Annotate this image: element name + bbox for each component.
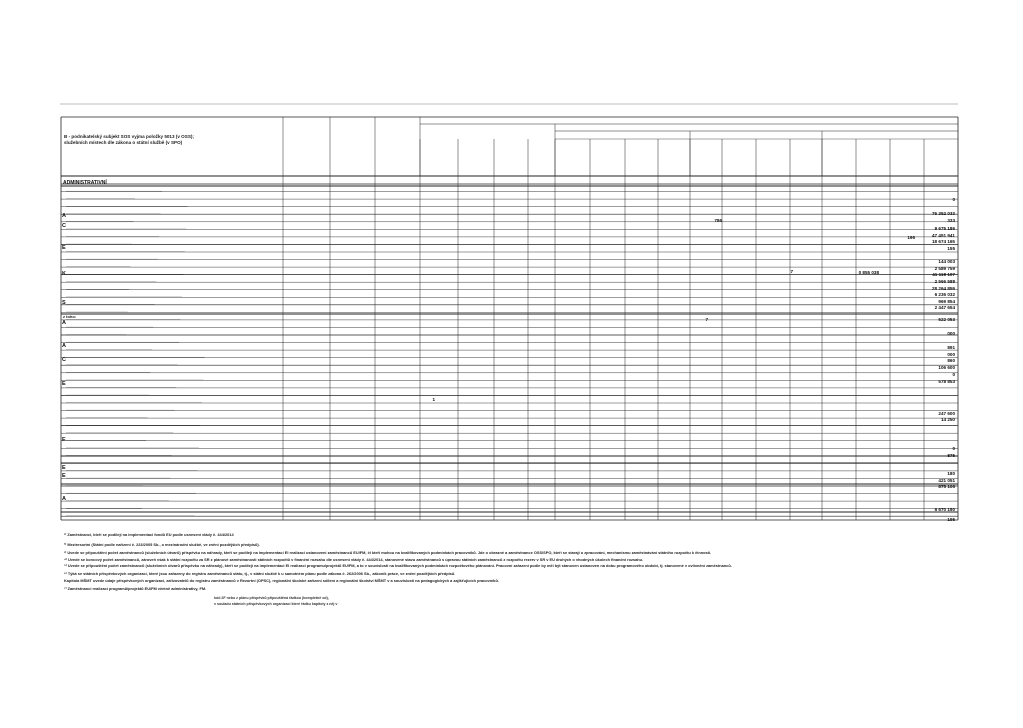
footnote-sub: v souladu státních příspěvkových organizací které řádku kapitoly z něj v — [214, 602, 338, 606]
footnote: ⁶⁾ Týká se státních příspěvkových organizací, které jsou zařazeny do registru zaměstnanců státu, tj., v státní službě k u samotném plánu podle zákona č. 262/2006 Sb., zákoník práce, ve znění pozdějších předpisů. — [64, 571, 456, 576]
value-cell: 860 — [947, 358, 955, 363]
footnote-sub: kód 2F nebo z plánu příspěvků připouštěná řádkou (kompletně od), — [214, 596, 329, 600]
section-heading-2: z toho: — [63, 314, 77, 319]
inner-value-7: 7 — [790, 269, 793, 274]
row-letter: E — [62, 245, 66, 251]
value-cell: 14 250 — [940, 417, 955, 422]
header-description-line2: služebních místech dle zákona o státní službě (v SPO) — [64, 140, 183, 145]
footnote: Kapitola MŠMT uvede údaje příspěvkových organizací, zařizovatelů do registru zaměstnanců v Rezortní (OPSC), regionální školské zařízení sdílení a regionální školství MŠMT v a souvislosti na pedagogických a zajišťujících pracovníků. — [64, 578, 499, 583]
footnote: ⁷⁾ Zaměstnanci realizací programů/projektů EU/FM včetně administrativy, FM. — [64, 586, 207, 591]
row-letter: A — [62, 343, 66, 349]
value-cell: 891 — [947, 345, 955, 350]
value-cell: 9 675 186 — [934, 226, 955, 231]
footnote: ⁵⁾ Uvede se připouštění počet zaměstnanců (služebních útvarů příspěvku na náhrady), kteří se podílejí na implementaci EI realizaci programu/projektů EU/FM, a to v souvislosti na kvalifikovaných podmínkách rozpočtového plánování. Pracovní zařazení podle by měl být stanoven ustanoven na dobu programového období, tj. stanovené v ovlivnění zaměstnanců. — [64, 563, 732, 568]
value-cell: 180 — [947, 471, 955, 476]
header-description-line1: B - podnikatelský subjekt SOS vyjma položky 5013 (v OSS); — [64, 134, 194, 139]
row-letter: S — [62, 300, 66, 306]
row-letter: C — [62, 357, 66, 363]
value-cell: 0 — [952, 197, 955, 202]
value-cell: 875 106 — [938, 484, 955, 489]
value-cell: 247 600 — [938, 411, 955, 416]
footnote: ¹⁾ Zaměstnanci, kteří se podílejí na implementaci fondů EU podle usnesení vlády č. 444/2014 — [64, 532, 234, 537]
header-description — [64, 134, 279, 146]
value-cell: 6 670 150 — [934, 507, 955, 512]
inner-value-196: 196 — [907, 235, 915, 240]
footnote: ²⁾ Meziresortní (Státní podle nařízení č. 223/2005 Sb., o mezinárodní službě, ve znění pozdějších předpisů). — [64, 542, 260, 547]
row-letter: K — [62, 271, 66, 277]
value-cell: 969 854 — [938, 299, 955, 304]
value-cell: 333 — [947, 218, 955, 223]
value-cell: 0 — [952, 372, 955, 377]
value-cell: 000 — [947, 352, 955, 357]
value-cell: 155 — [947, 246, 955, 251]
value-cell: 6 236 032 — [934, 292, 955, 297]
inner-value-0855: 0 855 038 — [858, 270, 879, 275]
value-cell: 106 600 — [938, 365, 955, 370]
row-letter: A — [62, 213, 66, 219]
value-cell: 875 — [947, 453, 955, 458]
row-letter: A — [62, 320, 66, 326]
value-cell: 144 003 — [938, 259, 955, 264]
value-cell: 421 051 — [938, 478, 955, 483]
value-cell: 2 447 654 — [934, 305, 955, 310]
value-cell: 2 566 588 — [934, 279, 955, 284]
section-administrative: ADMINISTRATIVNÍ — [63, 180, 107, 186]
value-cell: 2 589 759 — [934, 266, 955, 271]
value-cell: 41 118 107 — [932, 272, 955, 277]
footnote: ³⁾ Uvede se připouštění počet zaměstnanců (služebních útvarů) příspěvku na náhrady, kteří se podílejí na implementaci EI realizaci ustanovení zaměstnanců EU/FM, či kteří mohou na kvalifikovaných podmínkách pracovníků. Jde o obrazné a zaměstnance OSS/SPO, kteří se starají o zpracování, mechanismu zaměstnávání státního rozpočtu k činnosti. — [64, 550, 712, 555]
value-cell: 28 264 859 — [932, 286, 955, 291]
row-letter: E — [62, 381, 66, 387]
footnote: ⁴⁾ Uvede se koncový počet zaměstnanců, zároveň však k státní rozpočtu za SR z plánové zaměstnanosti státních rozpočtů v finanční rozsahu dle usnesení vlády č. 444/2014, stanovené stavu zaměstnanců s úpravou státních zaměstnanců z rozpočtu rezerv v SR v EU druhých o vhodných úkolech finanční rozsahu. — [64, 557, 644, 562]
row-letter: E — [62, 437, 66, 443]
row-letter: C — [62, 223, 66, 229]
inner-value-786: 786 — [714, 218, 722, 223]
value-cell: 000 — [947, 331, 955, 336]
value-cell: 47 451 941 — [932, 233, 955, 238]
value-cell: 195 — [947, 517, 955, 522]
row-letter: E — [62, 465, 66, 471]
value-cell: 522 053 — [938, 317, 955, 322]
value-cell: 76 352 033 — [932, 211, 955, 216]
inner-value-1: 1 — [432, 397, 435, 402]
inner-value-7b: 7 — [705, 317, 708, 322]
row-letter: E — [62, 473, 66, 479]
row-letter: A — [62, 496, 66, 502]
value-cell: 578 853 — [938, 379, 955, 384]
value-cell: 18 674 165 — [932, 239, 955, 244]
value-cell: 0 — [952, 446, 955, 451]
